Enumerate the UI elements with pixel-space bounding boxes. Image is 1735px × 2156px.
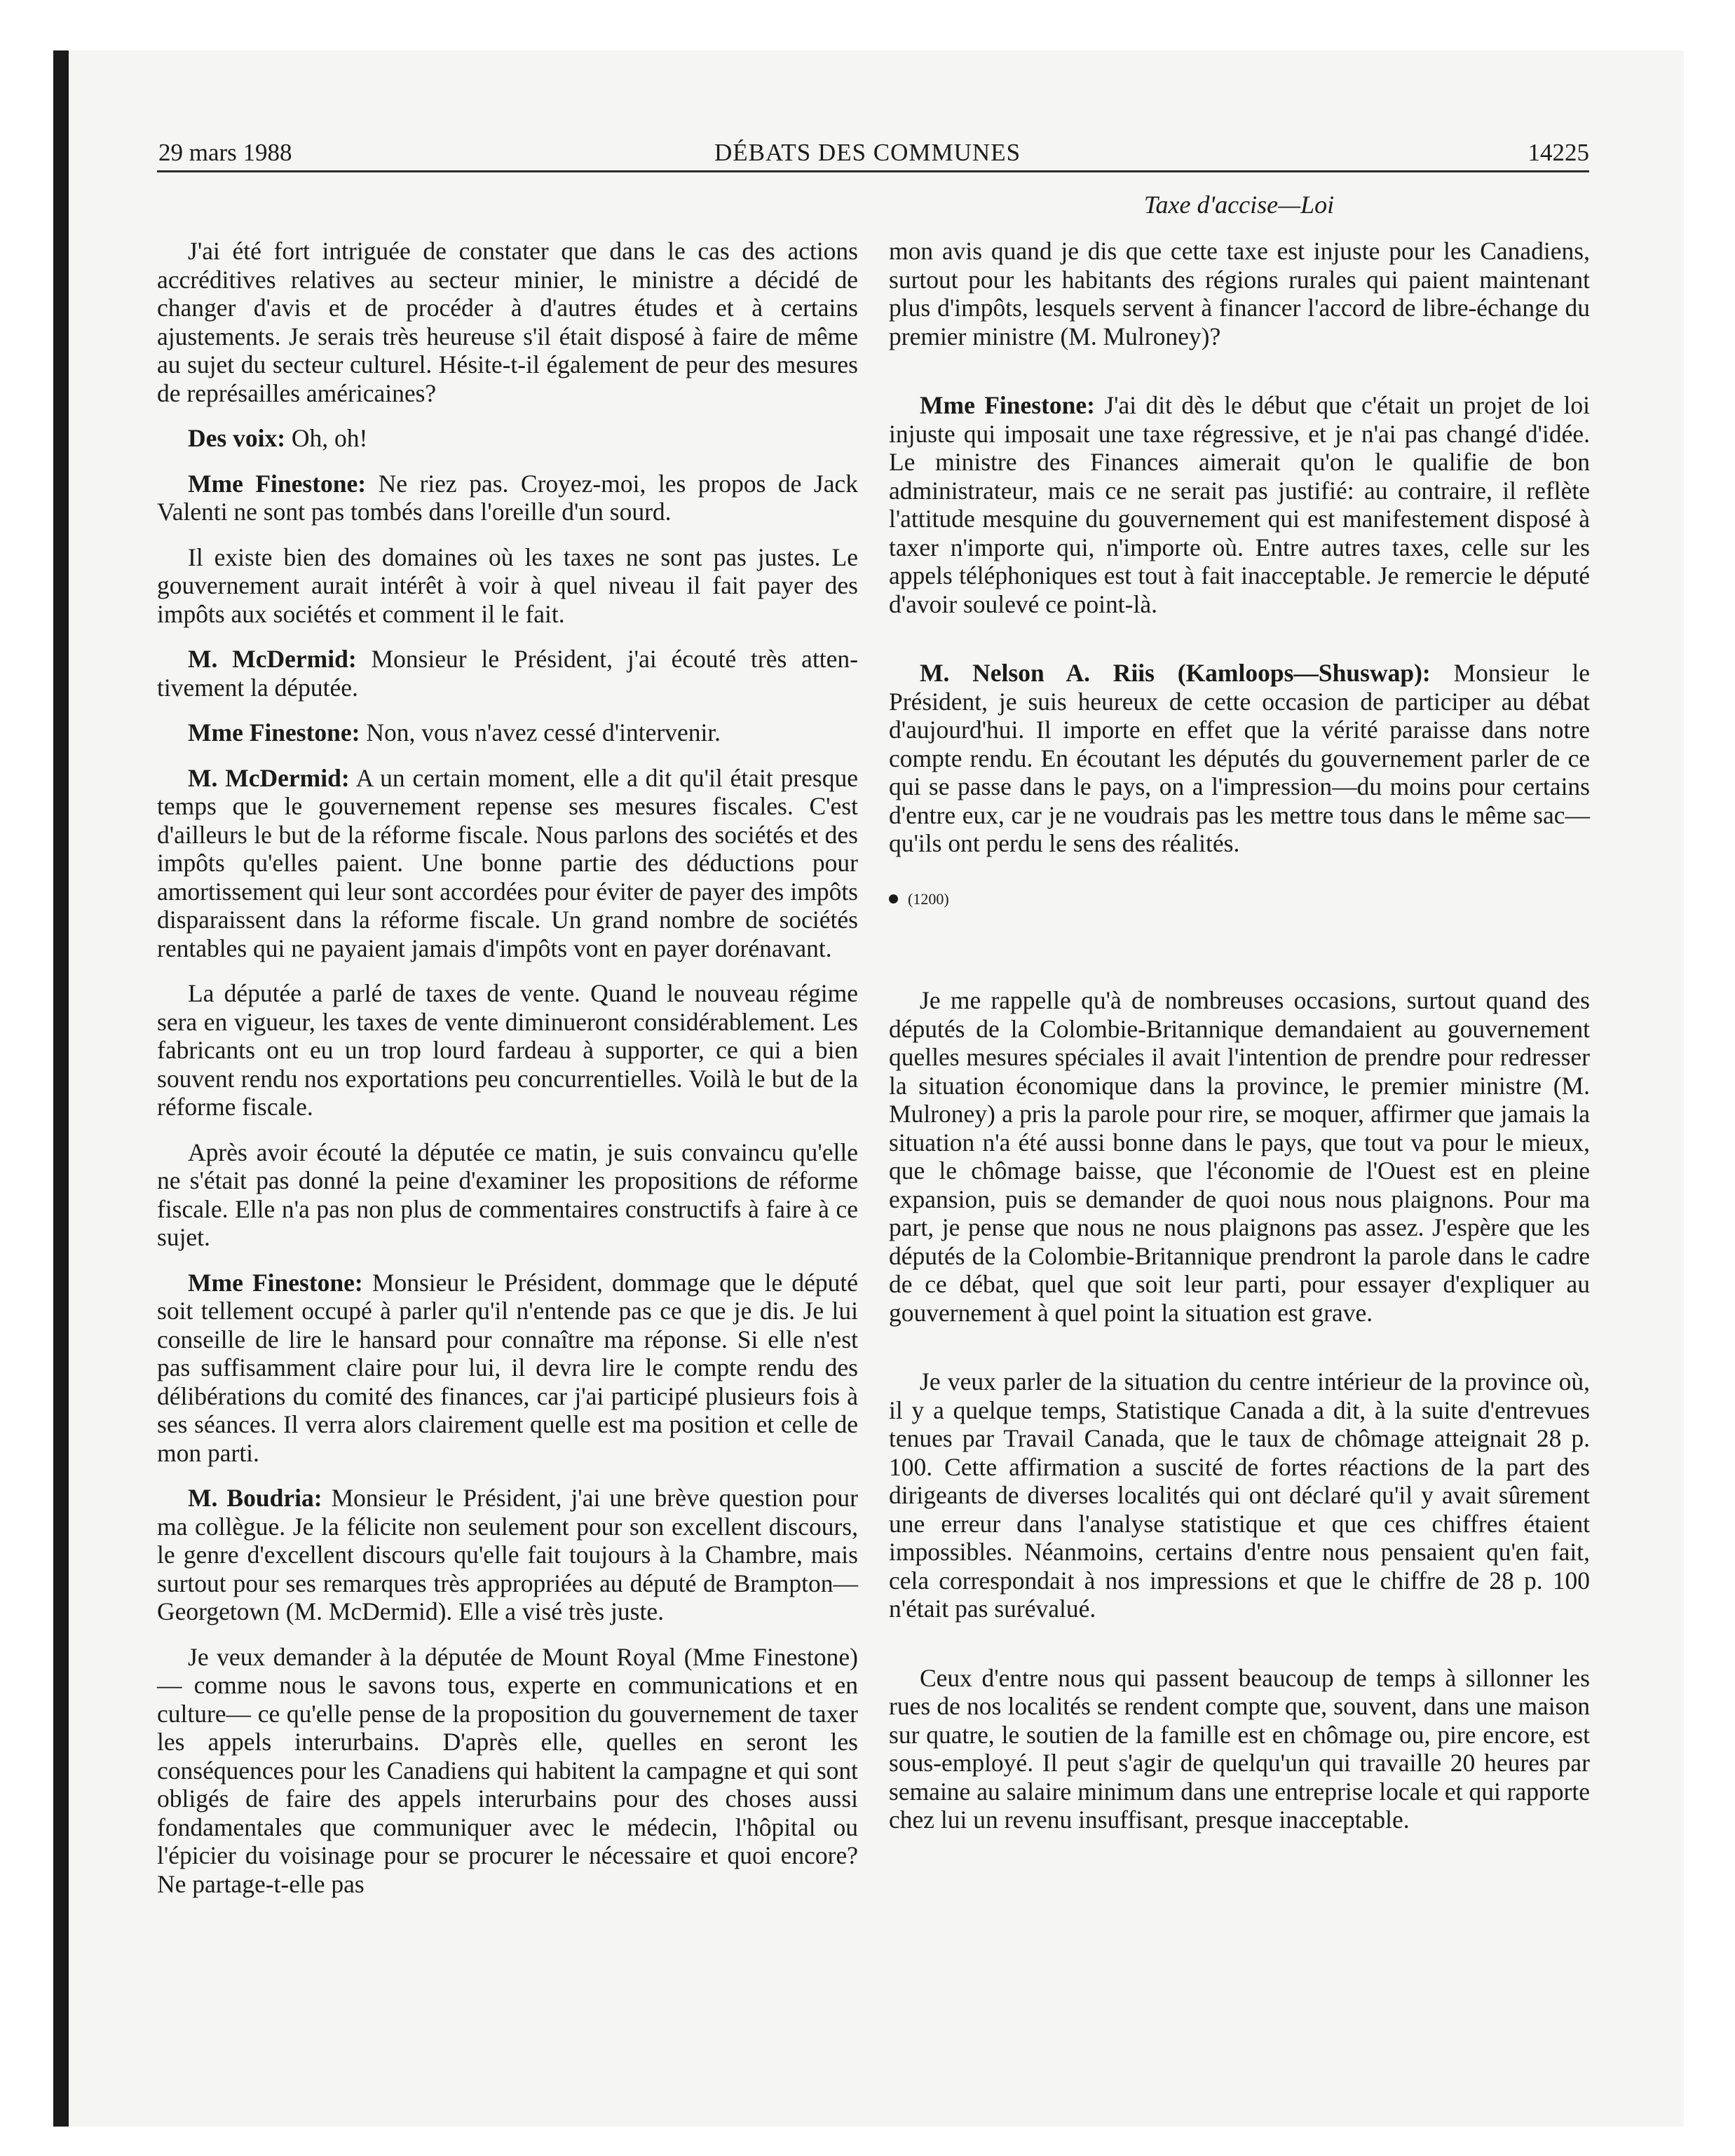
spacer	[889, 1640, 1590, 1664]
paragraph-text: Je veux parler de la situation du centre intérieur de la province où, il y a quelque temps, Statistique Canada a dit, à la suite d'entrevues tenues par Travail Canada, que le taux de chômage atteignait 28 p. 100. Cette affirmation a suscité de fortes réactions de la part des dirigeants de diverses localités qui ont déclaré qu'il y avait sûrement une erreur dans l'analyse statistique et que ces chiffres étaient impossibles. Néanmoins, certains d'entre nous pensaient qu'en fait, cela correspondait à nos impressions et que le chiffre de 28 p. 100 n'était pas surévalué.	[889, 1367, 1590, 1623]
paragraph	[157, 718, 858, 747]
paragraph	[157, 1484, 858, 1626]
speaker-name: M. Boudria:	[188, 1484, 322, 1512]
paragraph-text: Il existe bien des domaines où les taxes ne sont pas justes. Le gouvernement aurait intérêt à voir à quel niveau il fait payer des impôts aux sociétés et comment il le fait.	[157, 543, 858, 628]
paragraph	[889, 1367, 1590, 1623]
paragraph	[889, 986, 1590, 1327]
paragraph-text: Monsieur le Président, j'ai une brève question pour ma collègue. Je la félicite non seulement pour son excellent discours, le genre d'excellent discours qu'elle fait toujours à la Chambre, mais surtout pour ses remarques très appropriées au député de Brampton—Georgetown (M. McDermid). Elle a visé très juste.	[157, 1484, 858, 1625]
paragraph-text: Monsieur le Président, dommage que le député soit tellement occupé à parler qu'il n'entende pas ce que je dis. Je lui conseille de lire le hansard pour connaître ma réponse. Si elle n'est pas suffisamment claire pour lui, il devra lire le compte rendu des délibérations du comité des finances, car j'ai participé plusieurs fois à ses séances. Il verra alors clairement quelle est ma position et celle de mon parti.	[157, 1268, 858, 1467]
spacer	[889, 635, 1590, 659]
speaker-name: M. McDermid:	[188, 763, 350, 792]
spacer	[889, 1344, 1590, 1367]
paragraph-text: Ceux d'entre nous qui passent beaucoup de temps à sillonner les rues de nos localités se rendent compte que, souvent, dans une maison sur quatre, le soutien de la famille est en chômage ou, pire encore, est sous-employé. Il peut s'agir de quelqu'un qui travaille 20 heures par semaine au salaire minimum dans une entreprise locale et qui rapporte chez lui un revenu insuffisant, presque inacceptable.	[889, 1663, 1590, 1834]
speaker-name: Mme Finestone:	[188, 1268, 363, 1297]
speaker-name: Mme Finestone:	[920, 391, 1095, 419]
time-marker	[889, 887, 1590, 910]
paragraph-text: J'ai été fort intriguée de constater que dans le cas des actions accréditives relatives au secteur minier, le ministre a décidé de changer d'avis et de procéder à d'autres études et à certains ajustements. Je serais très heureuse s'il était disposé à faire de même au sujet du secteur culturel. Hésite-t-il également de peur des mesures de représailles américaines?	[157, 237, 858, 407]
bullet-icon	[889, 894, 898, 903]
paragraph-text: Je veux demander à la députée de Mount Royal (Mme Finestone)— comme nous le savons tous, experte en communications et en culture— ce qu'elle pense de la proposition du gouvernement de taxer les appels interurbains. D'après elle, quelles en seront les conséquences pour les Canadiens qui habitent la campagne et qui sont obligés de faire des appels interurbains pour des choses aussi fondamentales que communiquer avec le médecin, l'hôpital ou l'épicier du voisinage pour se procurer le nécessaire et quoi encore? Ne partage-t-elle pas	[157, 1642, 858, 1898]
paragraph	[889, 1664, 1590, 1834]
paragraph-text: A un certain moment, elle a dit qu'il était presque temps que le gouvernement repense ses mesures fiscales. C'est d'ailleurs le but de la réforme fiscale. Nous parlons des sociétés et des impôts qu'elles paient. Une bonne partie des déductions pour amortissement qui leur sont accordées pour éviter de payer des impôts disparaissent dans la réforme fiscale. Un grand nombre de sociétés rentables qui ne payaient jamais d'impôts vont en payer dorénavant.	[157, 763, 858, 962]
paragraph	[157, 979, 858, 1121]
header-date: 29 mars 1988	[158, 139, 292, 166]
paragraph	[889, 391, 1590, 618]
paragraph-text: Monsieur le Président, je suis heureux de cette occasion de participer au débat d'aujourd'hui. Il importe en effet que la vérité paraisse dans notre compte rendu. En écoutant les députés du gouvernement parler de ce qui se passe dans le pays, on a l'impression—du moins pour certains d'entre eux, car je ne voudrais pas les mettre tous dans le même sac—qu'ils ont perdu le sens des réalités.	[889, 659, 1590, 857]
paragraph	[889, 237, 1590, 350]
paragraph-text: Oh, oh!	[285, 424, 368, 452]
paragraph-text: Non, vous n'avez cessé d'intervenir.	[360, 718, 721, 746]
paragraph-text: Après avoir écouté la députée ce matin, je suis convaincu qu'elle ne s'était pas donné la peine d'examiner les propositions de réforme fiscale. Elle n'a pas non plus de commentaires constructifs à faire à ce sujet.	[157, 1138, 858, 1251]
paragraph	[157, 1269, 858, 1468]
paragraph	[157, 543, 858, 629]
paragraph-text: La députée a parlé de taxes de vente. Quand le nouveau régime sera en vigueur, les taxes de vente diminueront considérablement. Les fabricants ont eu un trop lourd fardeau à supporter, ce qui a bien souvent rendu nos exportations peu concurrentielles. Voilà le but de la réforme fiscale.	[157, 979, 858, 1121]
binding-edge	[53, 50, 69, 2127]
paragraph	[157, 237, 858, 407]
paragraph	[889, 659, 1590, 858]
header-page-number: 14225	[1528, 139, 1589, 166]
paragraph	[157, 764, 858, 963]
paragraph	[157, 424, 858, 453]
paragraph-text: J'ai dit dès le début que c'était un projet de loi injuste qui imposait une taxe régressive, et je n'ai pas changé d'idée. Le ministre des Finances aimerait qu'on le qualifie de bon administrateur, mais ce ne serait pas justifié: au contraire, il reflète l'attitude mesquine du gouvernement qui est manifestement disposé à taxer n'importe qui, n'importe où. Entre autres taxes, celle sur les appels téléphoniques est tout à fait inacceptable. Je remercie le député d'avoir soulevé ce point-là.	[889, 391, 1590, 618]
left-column	[157, 237, 858, 1915]
paragraph-text: mon avis quand je dis que cette taxe est injuste pour les Canadiens, surtout pour les habitants des régions rurales qui paient maintenant plus d'impôts, lesquels servent à financer l'accord de libre-échange du premier ministre (M. Mulroney)?	[889, 237, 1590, 350]
speaker-name: Mme Finestone:	[188, 469, 367, 498]
right-column	[889, 237, 1590, 1851]
paragraph-text: Ne riez pas. Croyez-moi, les propos de Jack Valenti ne sont pas tombés dans l'oreille d'un sourd.	[157, 469, 858, 526]
paragraph-text: Je me rappelle qu'à de nombreuses occasions, surtout quand des députés de la Colombie-Britannique demandaient au gouvernement quelles mesures spéciales il avait l'intention de prendre pour redresser la situation économique dans la province, le premier ministre (M. Mulroney) a pris la parole pour rire, se moquer, affirmer que jamais la situation n'a été aussi bonne dans le pays, que tout va pour le mieux, que le chômage baisse, que l'économie de l'Ouest est en pleine expansion, puis se demander de quoi nous nous plaignons. Pour ma part, je pense que nous ne nous plaignons pas assez. J'espère que les députés de la Colombie-Britannique prendront la parole dans le cadre de ce débat, quel que soit leur parti, pour essayer d'expliquer au gouvernement à quel point la situation est grave.	[889, 986, 1590, 1327]
header-title: DÉBATS DES COMMUNES	[714, 139, 1021, 166]
spacer	[889, 367, 1590, 391]
paragraph-text: Monsieur le Président, j'ai écouté très attentivement la députée.	[157, 645, 859, 702]
paragraph	[157, 1138, 858, 1252]
running-title: Taxe d'accise—Loi	[1143, 191, 1335, 219]
speaker-name: M. Nelson A. Riis (Kamloops—Shuswap):	[920, 659, 1431, 687]
speaker-name: Mme Finestone:	[188, 718, 360, 746]
paragraph	[157, 470, 858, 526]
paragraph	[157, 1643, 858, 1899]
time-marker-text: (1200)	[908, 889, 949, 908]
speaker-name: M. McDermid:	[188, 645, 357, 673]
speaker-name: Des voix:	[188, 424, 286, 452]
paragraph	[157, 645, 858, 702]
header-rule	[157, 170, 1589, 172]
